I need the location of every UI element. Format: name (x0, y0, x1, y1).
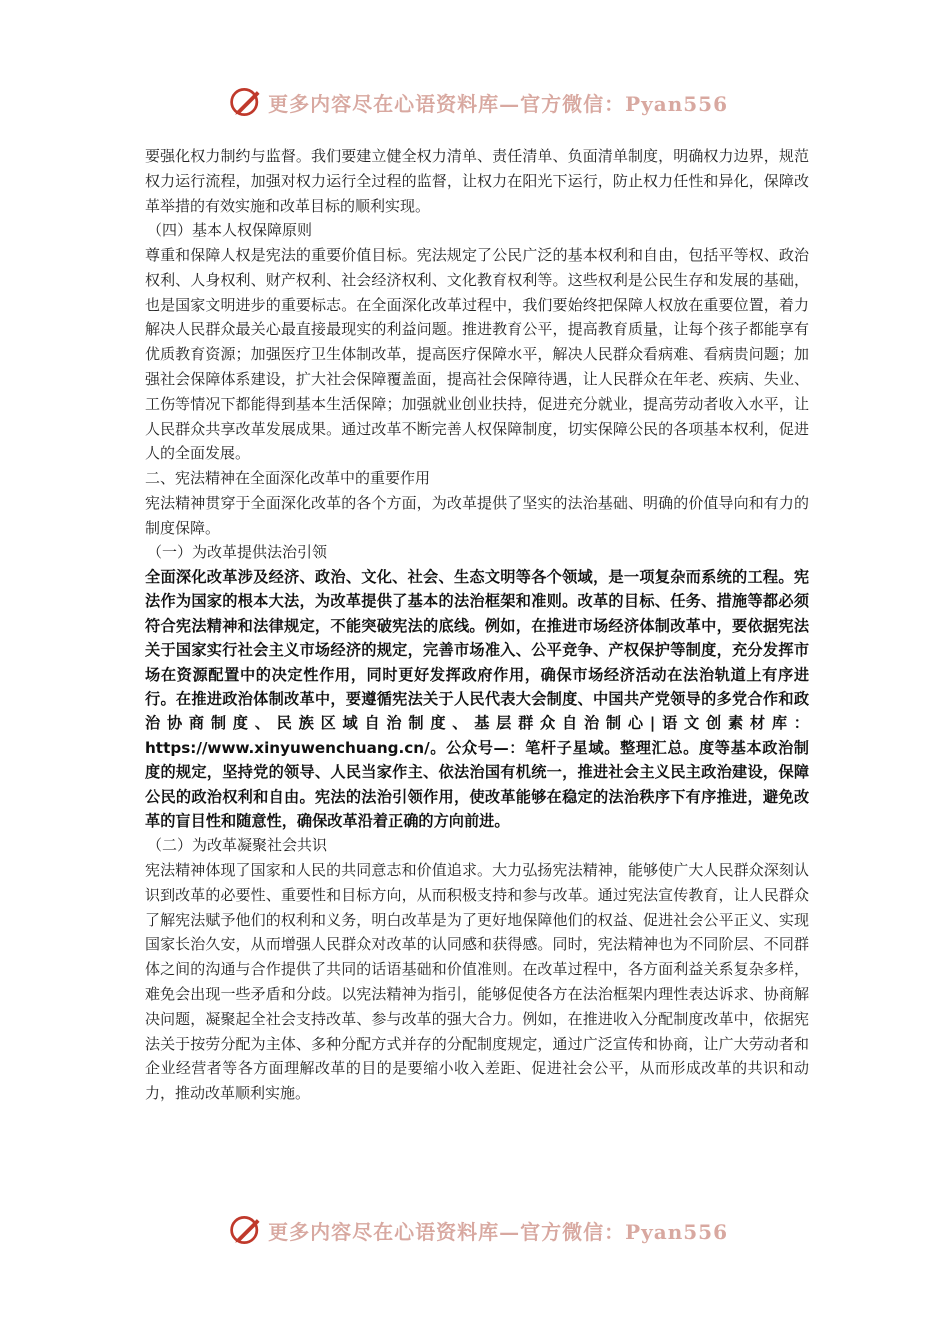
paragraph: 宪法精神体现了国家和人民的共同意志和价值追求。大力弘扬宪法精神，能够使广大人民群众深刻认识到改革的必要性、重要性和目标方向，从而积极支持和参与改革。通过宪法宣传教育，让人民群众了解宪法赋予他们的权利和义务，明白改革是为了更好地保障他们的权益、促进社会公平正义、实现国家长治久安，从而增强人民群众对改革的认同感和获得感。同时，宪法精神也为不同阶层、不同群体之间的沟通与合作提供了共同的话语基础和价值准则。在改革过程中，各方面利益关系复杂多样，难免会出现一些矛盾和分歧。以宪法精神为指引，能够促使各方在法治框架内理性表达诉求、协商解决问题，凝聚起全社会支持改革、参与改革的强大合力。例如，在推进收入分配制度改革中，依据宪法关于按劳分配为主体、多种分配方式并存的分配制度规定，通过广泛宣传和协商，让广大劳动者和企业经营者等各方面理解改革的目的是要缩小收入差距、促进社会公平，从而形成改革的共识和动力，推动改革顺利实施。 (145, 861, 809, 1103)
banner-text: 更多内容尽在心语资料库—官方微信：Pyan556 (268, 91, 728, 116)
section-heading: （一）为改革提供法治引领 (147, 543, 328, 562)
section-heading: （二）为改革凝聚社会共识 (147, 836, 328, 855)
pen-logo-icon (228, 83, 264, 121)
footer-banner (228, 1208, 728, 1252)
section-heading: 二、宪法精神在全面深化改革中的重要作用 (145, 469, 431, 488)
document-body (145, 144, 809, 1106)
pen-logo-icon (228, 1211, 264, 1249)
banner-text: 更多内容尽在心语资料库—官方微信：Pyan556 (268, 1219, 728, 1244)
header-banner (228, 80, 728, 124)
paragraph: 要强化权力制约与监督。我们要建立健全权力清单、责任清单、负面清单制度，明确权力边界，规范权力运行流程，加强对权力运行全过程的监督，让权力在阳光下运行，防止权力任性和异化，保障改革举措的有效实施和改革目标的顺利实现。 (145, 147, 809, 215)
paragraph: 尊重和保障人权是宪法的重要价值目标。宪法规定了公民广泛的基本权利和自由，包括平等权、政治权利、人身权利、财产权利、社会经济权利、文化教育权利等。这些权利是公民生存和发展的基础，也是国家文明进步的重要标志。在全面深化改革过程中，我们要始终把保障人权放在重要位置，着力解决人民群众最关心最直接最现实的利益问题。推进教育公平，提高教育质量，让每个孩子都能享有优质教育资源；加强医疗卫生体制改革，提高医疗保障水平，解决人民群众看病难、看病贵问题；加强社会保障体系建设，扩大社会保障覆盖面，提高社会保障待遇，让人民群众在年老、疾病、失业、工伤等情况下都能得到基本生活保障；加强就业创业扶持，促进充分就业，提高劳动者收入水平，让人民群众共享改革发展成果。通过改革不断完善人权保障制度，切实保障公民的各项基本权利，促进人的全面发展。 (145, 245, 809, 463)
paragraph: 宪法精神贯穿于全面深化改革的各个方面，为改革提供了坚实的法治基础、明确的价值导向和有力的制度保障。 (145, 493, 809, 537)
bold-paragraph: 全面深化改革涉及经济、政治、文化、社会、生态文明等各个领域，是一项复杂而系统的工程。宪法作为国家的根本大法，为改革提供了基本的法治框架和准则。改革的目标、任务、措施等都必须符合宪法精神和法律规定，不能突破宪法的底线。例如，在推进市场经济体制改革中，要依据宪法关于国家实行社会主义市场经济的规定，完善市场准入、公平竞争、产权保护等制度，充分发挥市场在资源配置中的决定性作用，同时更好发挥政府作用，确保市场经济活动在法治轨道上有序进行。在推进政治体制改革中，要遵循宪法关于人民代表大会制度、中国共产党领导的多党合作和政治协商制度、民族区域自治制度、基层群众自治制心|语文创素材库：https://www.xinyuwenchuang.cn/。公众号—：笔杆子星域。整理汇总。度等基本政治制度的规定，坚持党的领导、人民当家作主、依法治国有机统一，推进社会主义民主政治建设，保障公民的政治权利和自由。宪法的法治引领作用，使改革能够在稳定的法治秩序下有序推进，避免改革的盲目性和随意性，确保改革沿着正确的方向前进。 (145, 567, 809, 830)
section-heading: （四）基本人权保障原则 (147, 221, 313, 240)
